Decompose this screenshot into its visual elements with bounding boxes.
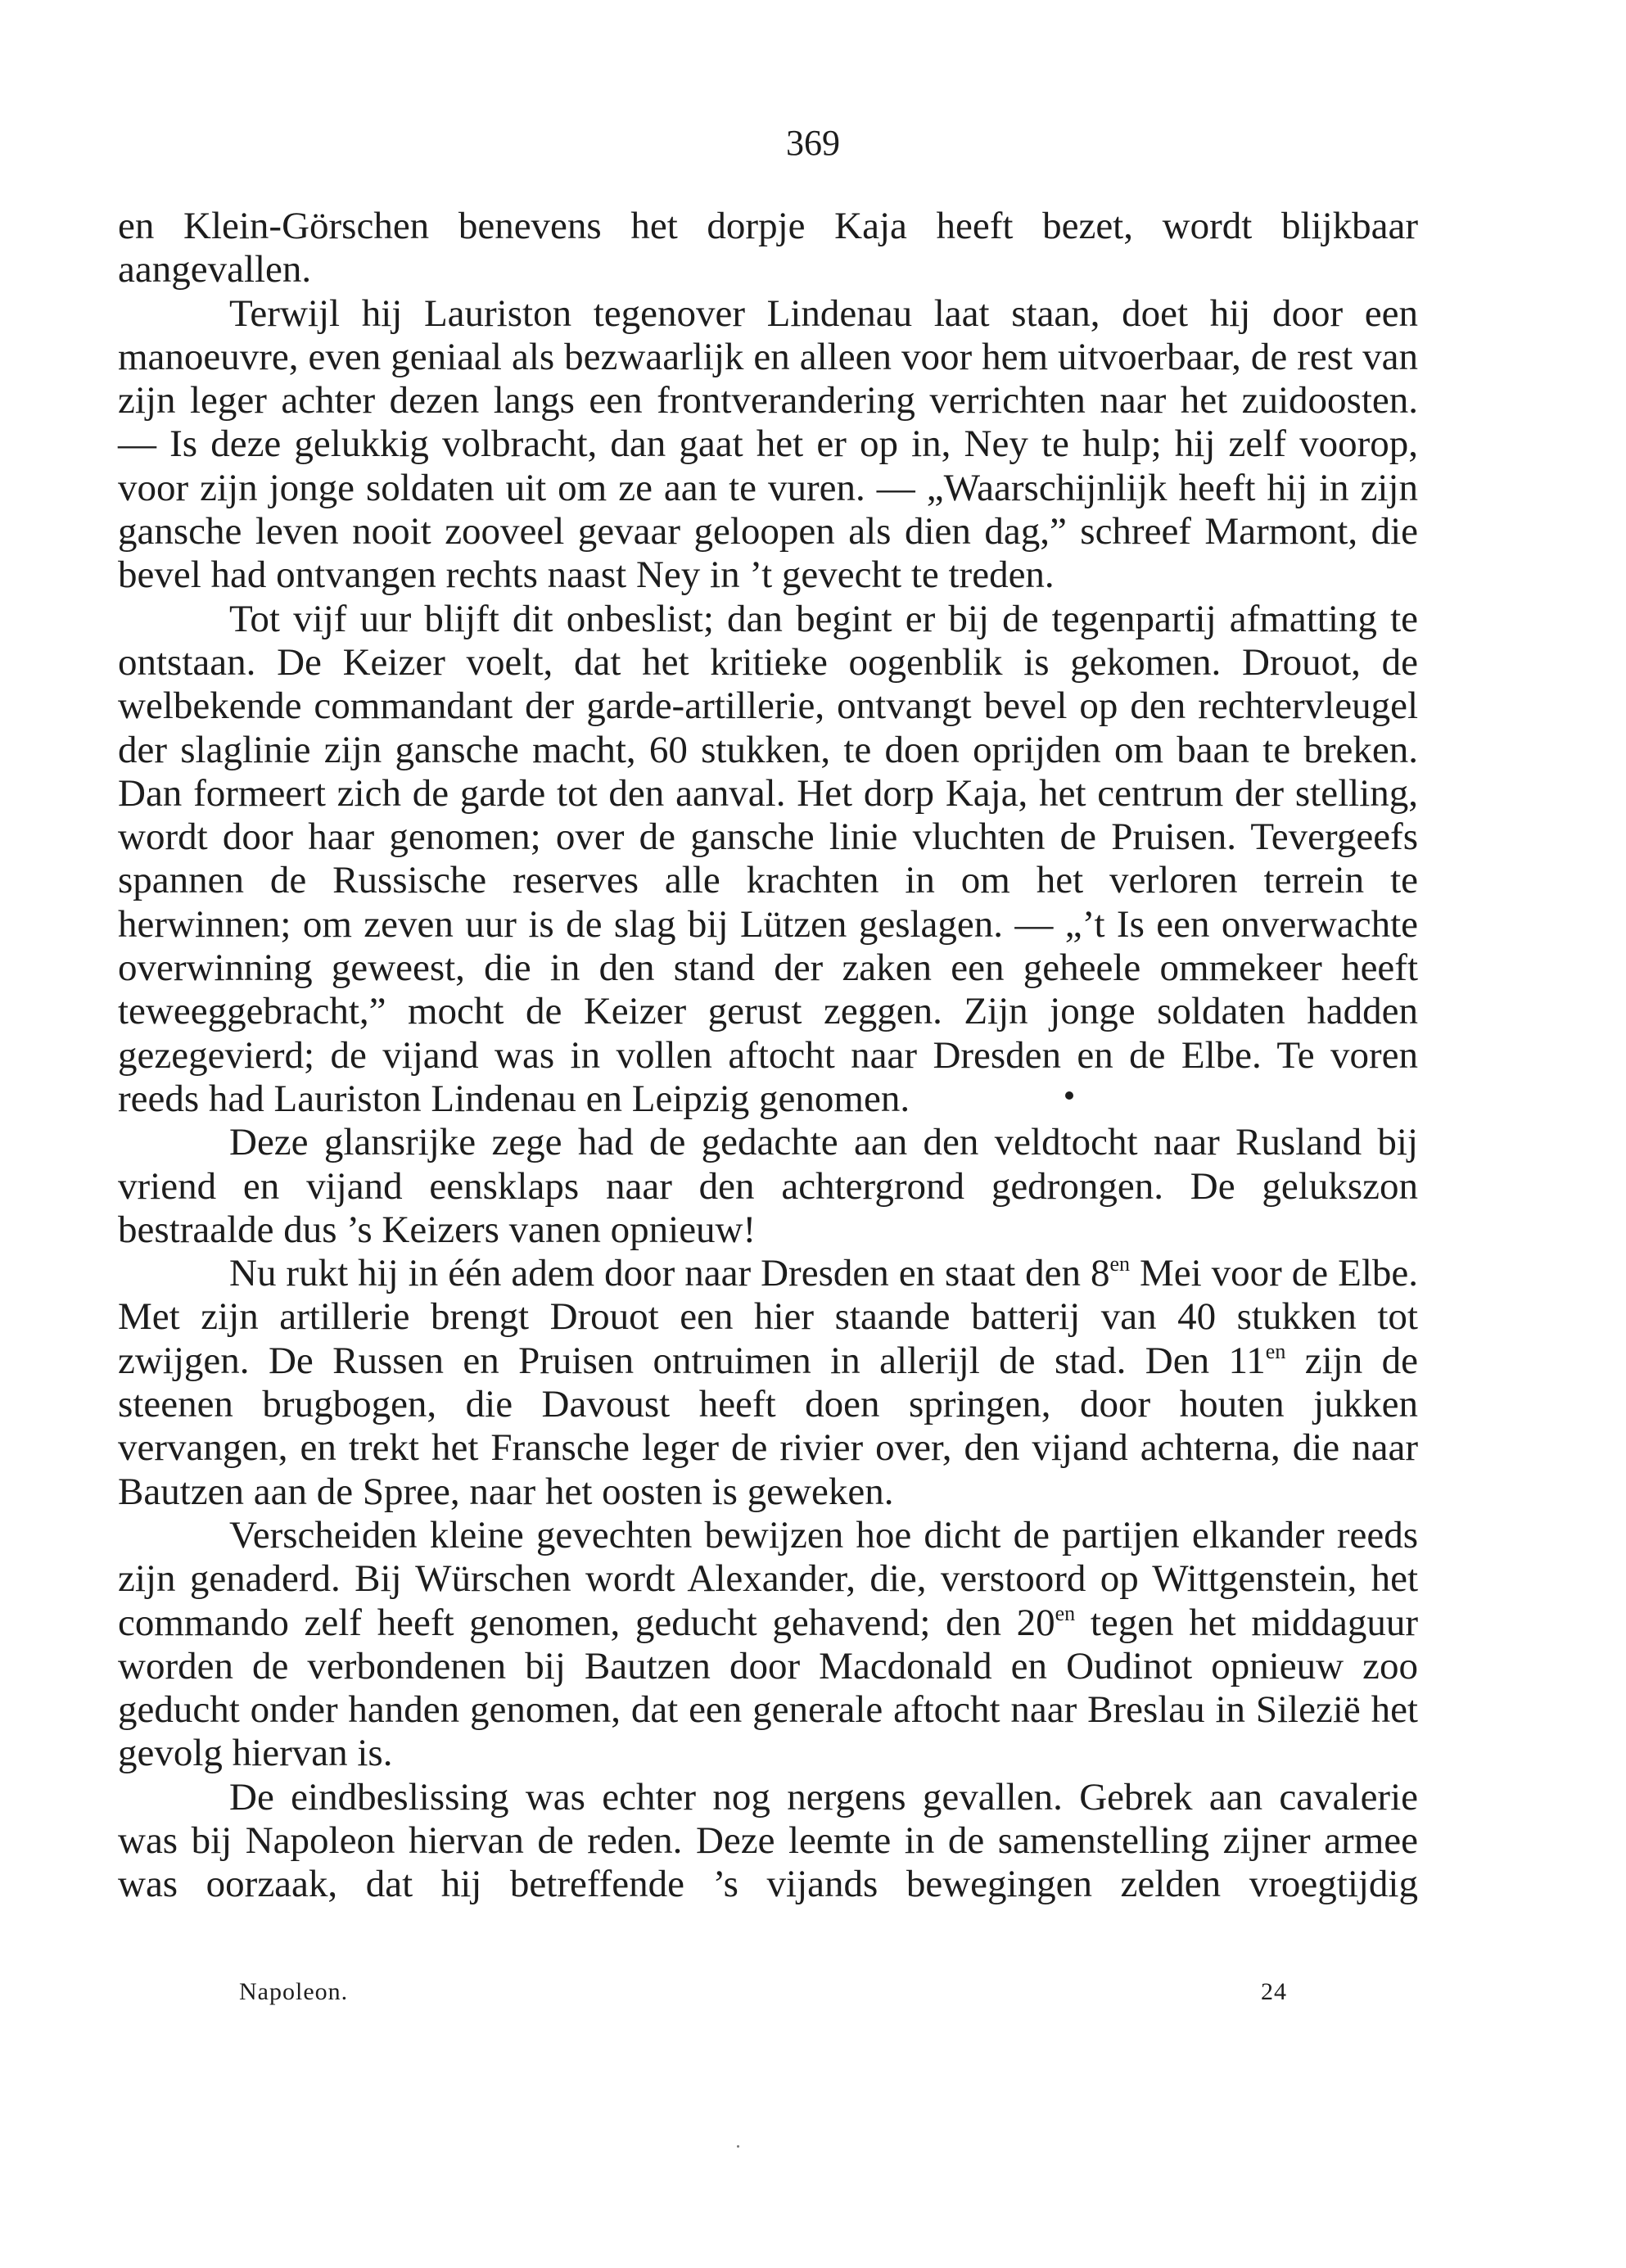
body-text xyxy=(118,205,1418,1907)
paragraph-5-text-c: zijn de steenen brugbogen, die Davoust heeft doen springen, door houten jukken vervangen, en trekt het Fransche leger de rivier over, den vijand achterna, die naar Bautzen aan de Spree, naar het oosten is geweken. xyxy=(118,1339,1418,1513)
paragraph-5-text-a: Nu rukt hij in één adem door naar Dresden en staat den 8 xyxy=(229,1252,1110,1295)
scan-speck xyxy=(737,2145,739,2148)
paragraph-6-text-a: Verscheiden kleine gevechten bewijzen hoe dicht de partijen elkander reeds zijn genaderd. Bij Würschen wordt Alexander, die, verstoord op Wittgenstein, het commando zelf heeft genomen, geducht gehavend; den 20 xyxy=(118,1513,1418,1644)
footer-title: Napoleon. xyxy=(239,1978,349,2005)
paragraph-6 xyxy=(118,1514,1418,1776)
paragraph-4: Deze glansrijke zege had de gedachte aan den veldtocht naar Rusland bij vriend en vijand eensklaps naar den achtergrond gedrongen. De gelukszon bestraalde dus ’s Keizers vanen opnieuw! xyxy=(118,1121,1418,1251)
paragraph-7: De eindbeslissing was echter nog nergens gevallen. Gebrek aan cavalerie was bij Napoleon hiervan de reden. Deze leemte in de samenstelling zijner armee was oorzaak, dat hij betreffende ’s vijands bewegingen zelden vroegtijdig xyxy=(118,1775,1418,1906)
signature-mark: 24 xyxy=(1261,1978,1287,2005)
paragraph-3-text: Tot vijf uur blijft dit onbeslist; dan begint er bij de tegenpartij afmatting te ontstaan. De Keizer voelt, dat het kritieke oogenblik is gekomen. Drouot, de welbekende commandant der garde-artillerie, ontvangt bevel op den rechtervleugel der slaglinie zijn gansche macht, 60 stukken, te doen oprijden om baan te breken. Dan formeert zich de garde tot den aanval. Het dorp Kaja, het centrum der stelling, wordt door haar genomen; over de gansche linie vluchten de Pruisen. Tevergeefs spannen de Russische reserves alle krachten in om het verloren terrein te herwinnen; om zeven uur is de slag bij Lützen geslagen. — „’t Is een onverwachte overwinning geweest, die in den stand der zaken een geheele ommekeer heeft teweeggebracht,” mocht de Keizer gerust zeggen. Zijn jonge soldaten hadden gezegevierd; de vijand was in vollen aftocht naar Dresden en de Elbe. Te voren reeds had Lauriston Lindenau en Leipzig genomen. xyxy=(118,597,1418,1120)
paragraph-3 xyxy=(118,598,1418,1122)
superscript-en: en xyxy=(1265,1339,1286,1363)
superscript-en: en xyxy=(1109,1252,1131,1276)
page-number: 369 xyxy=(786,123,840,163)
stray-dot xyxy=(1065,1091,1073,1100)
paragraph-5 xyxy=(118,1252,1418,1514)
paragraph-1: en Klein-Görschen benevens het dorpje Kaja heeft bezet, wordt blijkbaar aangevallen. xyxy=(118,205,1418,291)
paragraph-2: Terwijl hij Lauriston tegenover Lindenau laat staan, doet hij door een manoeuvre, even geniaal als bezwaarlijk en alleen voor hem uitvoerbaar, de rest van zijn leger achter dezen langs een frontverandering verrichten naar het zuidoosten. — Is deze gelukkig volbracht, dan gaat het er op in, Ney te hulp; hij zelf voorop, voor zijn jonge soldaten uit om ze aan te vuren. — „Waarschijnlijk heeft hij in zijn gansche leven nooit zooveel gevaar geloopen als dien dag,” schreef Marmont, die bevel had ontvangen rechts naast Ney in ’t gevecht te treden. xyxy=(118,291,1418,597)
paragraph-6-text-b: tegen het middaguur worden de verbondenen bij Bautzen door Macdonald en Oudinot opnieuw zoo geducht onder handen genomen, dat een generale aftocht naar Breslau in Silezië het gevolg hiervan is. xyxy=(118,1601,1418,1775)
superscript-en: en xyxy=(1055,1601,1076,1625)
paragraph-5-text-b: Mei voor de Elbe. Met zijn artillerie brengt Drouot een hier staande batterij van 40 stukken tot zwijgen. De Russen en Pruisen ontruimen in allerijl de stad. Den 11 xyxy=(118,1252,1418,1382)
